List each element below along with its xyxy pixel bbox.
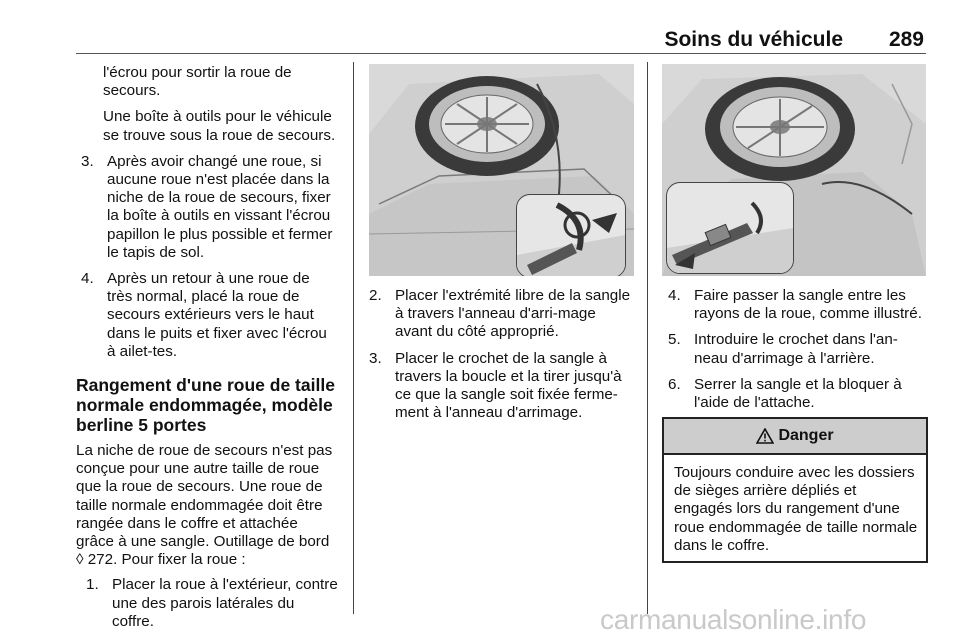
page-number: 289 xyxy=(888,28,924,51)
watermark: carmanualsonline.info xyxy=(600,604,867,635)
list-text: Placer le crochet de la sangle à travers la boucle et la tirer jusqu'à ce que la sangle soit fixée ferme-ment à l'anneau d'arrimage. xyxy=(395,349,622,422)
header-divider xyxy=(76,53,926,54)
trunk-illustration-strap-anchor xyxy=(369,64,634,276)
list-text: Placer la roue à l'extérieur, contre une des parois latérales du coffre. xyxy=(112,576,338,630)
column-left xyxy=(76,64,338,631)
danger-title: Danger xyxy=(778,427,834,444)
section-body xyxy=(76,442,338,569)
column-divider-left xyxy=(353,62,354,614)
list-text: Après un retour à une roue de très normal, placé la roue de secours extérieurs vers le haut dans le puits et fixer avec l'écrou à ailet-tes. xyxy=(107,270,327,360)
page-title: Soins du véhicule xyxy=(664,28,843,51)
list-number: 3. xyxy=(81,152,94,170)
list-text: Faire passer la sangle entre les rayons de la roue, comme illustré. xyxy=(694,287,922,323)
page-reference-text: 272. Pour fixer la roue : xyxy=(83,551,246,569)
column-middle xyxy=(369,287,634,422)
danger-header xyxy=(664,419,926,455)
strap-detail-inset xyxy=(516,194,626,276)
list-text: Placer l'extrémité libre de la sangle à travers l'anneau d'arri-mage avant du côté approprié. xyxy=(395,287,631,341)
list-text: Introduire le crochet dans l'an-neau d'arrimage à l'arrière. xyxy=(694,331,898,367)
list-text: Serrer la sangle et la bloquer à l'aide de l'attache. xyxy=(694,375,902,412)
toolbox-note: Une boîte à outils pour le véhicule se trouve sous la roue de secours. xyxy=(103,108,336,144)
list-item xyxy=(668,376,926,412)
list-number: 4. xyxy=(81,270,94,288)
list-number: 5. xyxy=(668,331,681,349)
list-number: 6. xyxy=(668,375,681,393)
list-number: 1. xyxy=(86,576,99,594)
column-divider-right xyxy=(647,62,648,614)
list-number: 3. xyxy=(369,349,382,367)
danger-warning-box xyxy=(662,417,928,563)
list-item xyxy=(369,350,634,423)
list-item xyxy=(76,576,338,631)
strap-buckle-drawing xyxy=(667,183,793,273)
danger-text: Toujours conduire avec les dossiers de sièges arrière dépliés et engagés lors du rangement d'une roue endommagée de taille normale dans le coffre. xyxy=(674,464,918,554)
trunk-illustration-strap-through-wheel xyxy=(662,64,926,276)
page-reference-arrow-icon: ◊ xyxy=(76,551,84,569)
warning-triangle-icon xyxy=(756,428,774,444)
continued-paragraph: l'écrou pour sortir la roue de secours. xyxy=(103,64,292,100)
list-item xyxy=(76,153,338,262)
column-right xyxy=(668,287,926,412)
list-item xyxy=(668,287,926,323)
list-number: 2. xyxy=(369,287,382,304)
list-number: 4. xyxy=(668,287,681,304)
list-item xyxy=(668,331,926,367)
list-item xyxy=(369,287,634,342)
section-body-text: La niche de roue de secours n'est pas conçue pour une autre taille de roue que la roue de secours. Une roue de taille normale endommagée doit être rangée dans le coffre et attachée grâce à une sangle. Outillage de bord xyxy=(76,442,333,551)
strap-hook-drawing xyxy=(517,195,625,276)
list-text: Après avoir changé une roue, si aucune roue n'est placée dans la niche de la roue de secours, fixer la boîte à outils en vissant l'écrou papillon le plus possible et fermer le tapis de sol. xyxy=(107,152,333,261)
list-item xyxy=(76,270,338,361)
section-heading: Rangement d'une roue de taille normale endommagée, modèle berline 5 portes xyxy=(76,375,335,436)
strap-buckle-inset xyxy=(666,182,794,274)
